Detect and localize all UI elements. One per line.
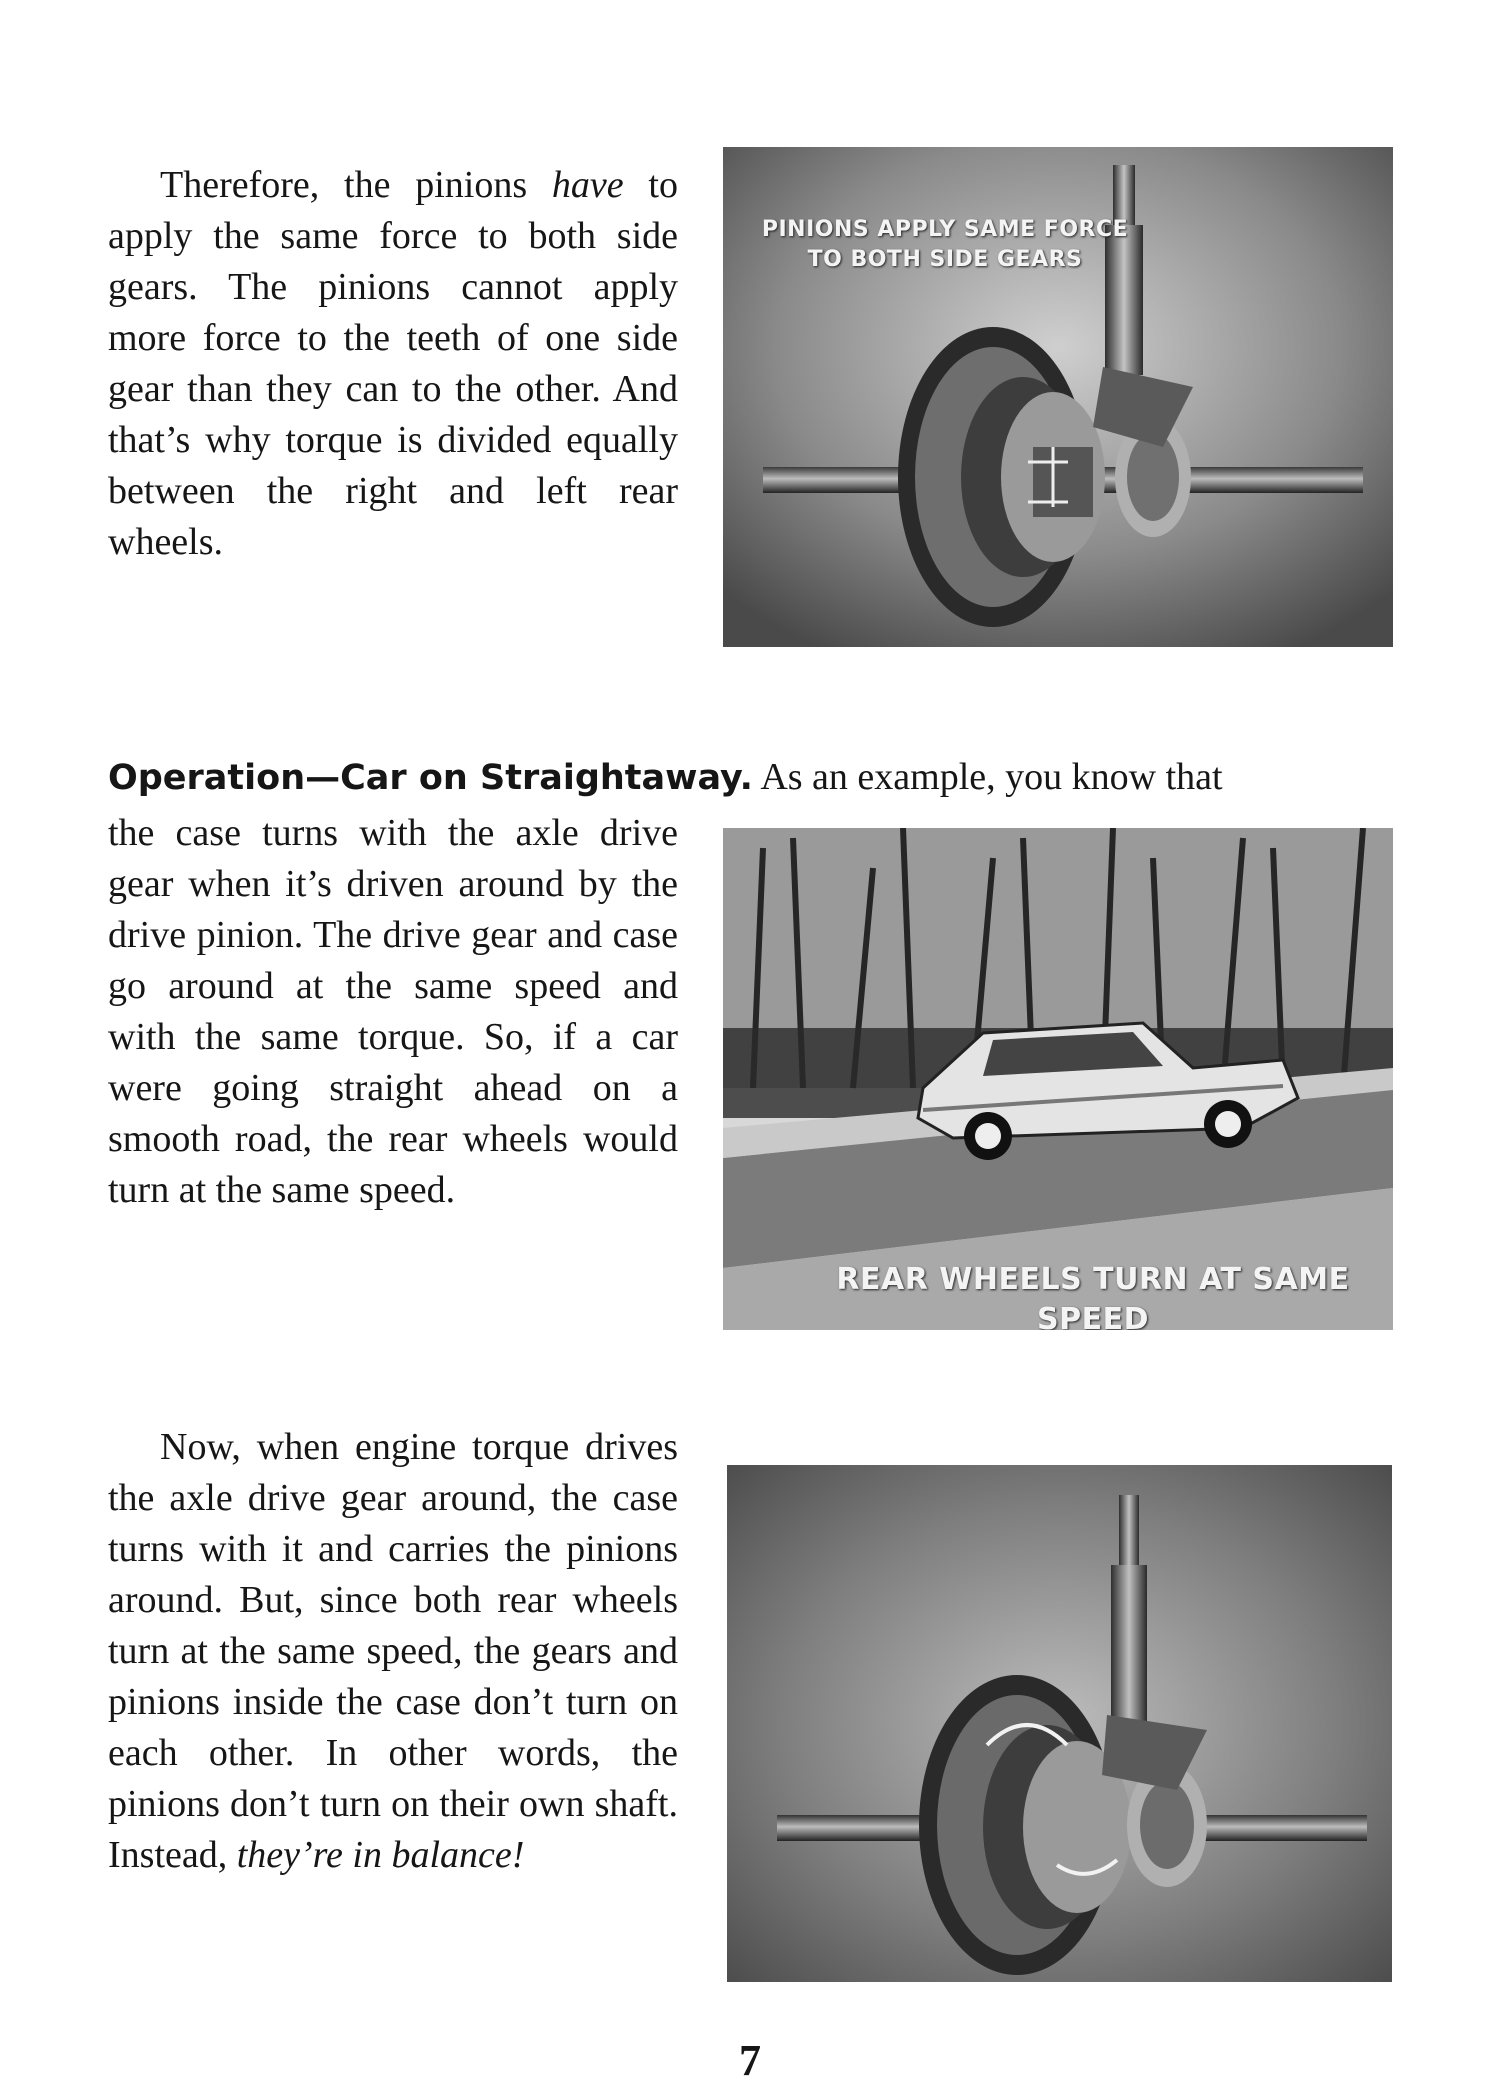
paragraph-text: the case turns with the axle drive gear when it’s driven around by the drive pinion. The drive gear and case go around at the same speed and with the same torque. So, if a car were going straight ahead on a smooth road, the rear wheels would turn at the same speed. — [108, 812, 678, 1211]
photo-differential-balance — [727, 1465, 1392, 1982]
paragraph-straightaway — [108, 808, 678, 1216]
section-heading: Operation—Car on Straightaway. — [108, 758, 753, 798]
paragraph-pinions-force — [108, 160, 678, 568]
section-heading-line — [108, 752, 1223, 804]
caption-line-2: TO BOTH SIDE GEARS — [807, 247, 1083, 272]
paragraph-text: Therefore, the pinions have to apply the same force to both side gears. The pinions cannot apply more force to the teeth of one side gear than they can to the other. And that’s why torque is divided equally between the right and left rear wheels. — [108, 164, 678, 563]
caption-line-1: PINIONS APPLY SAME FORCE — [761, 217, 1129, 242]
car-illustration — [723, 828, 1393, 1330]
photo-differential-force — [723, 147, 1393, 647]
italic-text: have — [551, 164, 624, 206]
page-number: 7 — [739, 2036, 761, 2085]
figure-caption — [735, 215, 1155, 275]
paragraph-balance — [108, 1422, 678, 1881]
photo-car-straightaway — [723, 828, 1393, 1330]
italic-text: they’re in balance! — [236, 1834, 525, 1876]
paragraph-text: Now, when engine torque drives the axle drive gear around, the case turns with it and carries the pinions around. But, since both rear wheels turn at the same speed, the gears and pinions inside the case don’t turn on each other. In other words, the pinions don’t turn on their own shaft. Instead, they’re in balance! — [108, 1426, 678, 1876]
heading-continuation: As an example, you know that — [760, 756, 1223, 798]
figure-caption: REAR WHEELS TURN AT SAME SPEED — [836, 1262, 1350, 1330]
differential-illustration — [727, 1465, 1392, 1982]
